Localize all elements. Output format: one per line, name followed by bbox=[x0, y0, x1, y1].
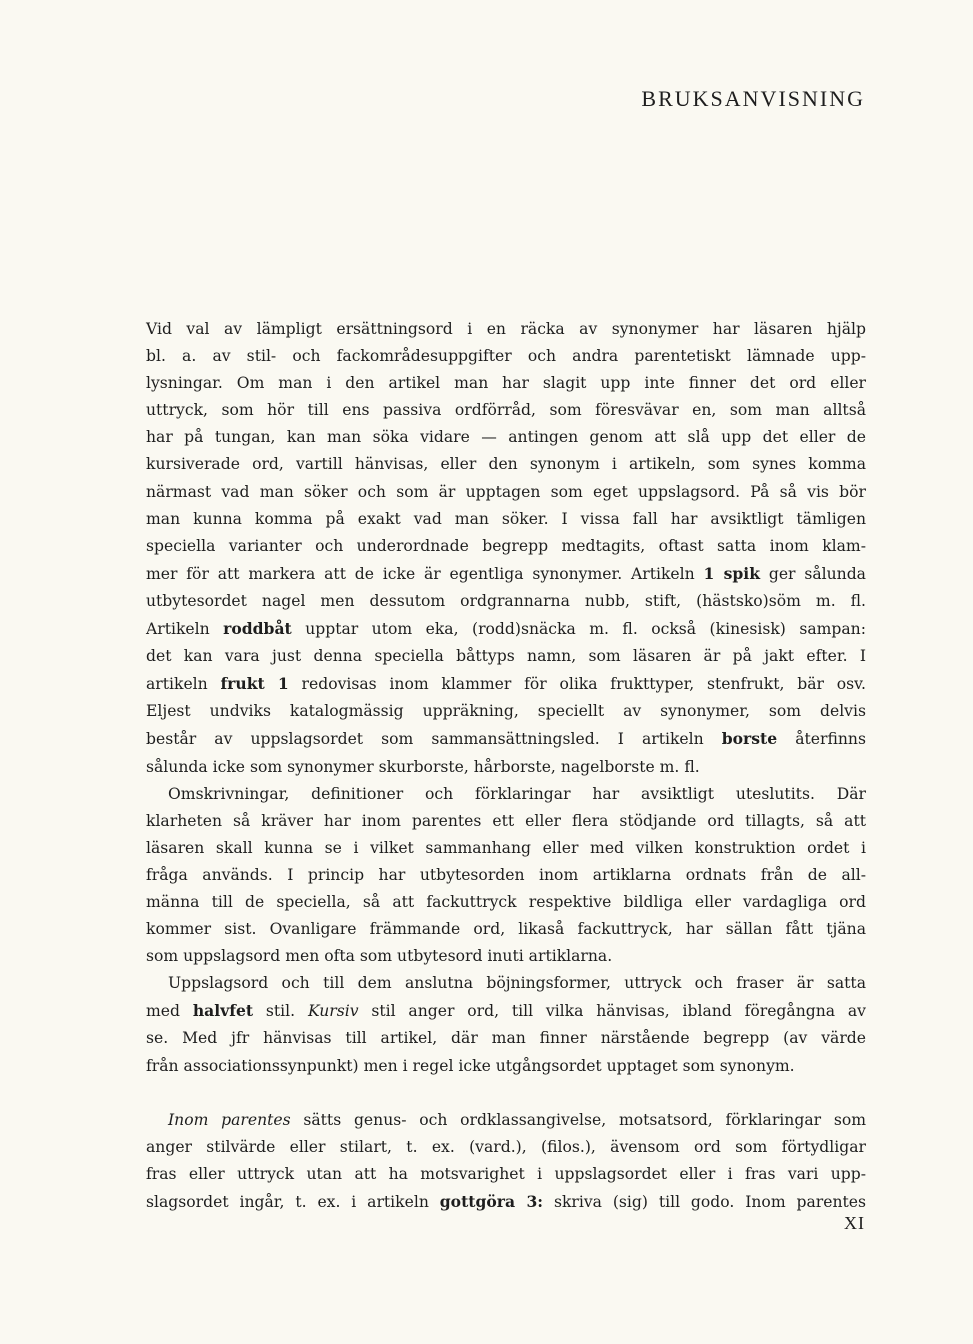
text-line: som uppslagsord men ofta som utbytesord inuti artiklarna. bbox=[146, 947, 613, 966]
text-run: återfinns bbox=[777, 730, 866, 749]
text-line: det kan vara just denna speciella båttyps namn, som läsaren är på jakt efter. I bbox=[146, 647, 866, 666]
text-run: med bbox=[146, 1002, 193, 1021]
text-line: lysningar. Om man i den artikel man har slagit upp inte finner det ord eller bbox=[146, 374, 866, 393]
text-line: Omskrivningar, definitioner och förklaringar har avsiktligt uteslutits. Där bbox=[168, 784, 866, 803]
text-line: sålunda icke som synonymer skurborste, hårborste, nagelborste m. fl. bbox=[146, 757, 700, 776]
text-line bbox=[146, 615, 866, 643]
paragraph-2 bbox=[146, 781, 866, 971]
text-line: fras eller uttryck utan att ha motsvarighet i uppslagsordet eller i fras vari upp- bbox=[146, 1164, 866, 1183]
text-run: sätts genus- och ordklassangivelse, motsatsord, förklaringar som bbox=[290, 1110, 866, 1129]
text-line: kommer sist. Ovanligare främmande ord, likaså fackuttryck, har sällan fått tjäna bbox=[146, 920, 866, 939]
text-line: Uppslagsord och till dem anslutna böjningsformer, uttryck och fraser är satta bbox=[168, 974, 866, 993]
text-line: fråga används. I princip har utbytesorden inom artiklarna ordnats från de all- bbox=[146, 865, 866, 884]
headword-bold: borste bbox=[721, 729, 778, 749]
paragraph-1 bbox=[146, 316, 866, 781]
headword-bold: roddbåt bbox=[223, 619, 292, 639]
text-line: har på tungan, kan man söka vidare — antingen genom att slå upp det eller de bbox=[146, 428, 866, 447]
page-number: XI bbox=[844, 1213, 865, 1233]
headword-bold: gottgöra 3: bbox=[439, 1191, 544, 1211]
text-line: kursiverade ord, vartill hänvisas, eller den synonym i artikeln, som synes komma bbox=[146, 455, 866, 474]
text-line: bl. a. av stil- och fackområdesuppgifter och andra parentetiskt lämnade upp- bbox=[146, 347, 866, 366]
text-line: Eljest undviks katalogmässig uppräkning, speciellt av synonymer, som delvis bbox=[146, 702, 866, 721]
text-line: klarheten så kräver har inom parentes ett eller flera stödjande ord tillagts, så att bbox=[146, 811, 866, 830]
text-line bbox=[146, 1188, 866, 1216]
italic-term: Kursiv bbox=[307, 1002, 359, 1021]
text-run: artikeln bbox=[146, 675, 221, 694]
text-run: stil. bbox=[253, 1002, 308, 1021]
body-text bbox=[146, 316, 866, 1216]
text-line bbox=[146, 1107, 866, 1134]
italic-term: Inom parentes bbox=[168, 1110, 291, 1129]
page-header: BRUKSANVISNING bbox=[641, 86, 865, 111]
text-line: läsaren skall kunna se i vilket sammanhang eller med vilken konstruktion ordet i bbox=[146, 838, 866, 857]
text-line: se. Med jfr hänvisas till artikel, där man finner närstående begrepp (av värde bbox=[146, 1029, 866, 1048]
paragraph-4 bbox=[146, 1107, 866, 1216]
text-run: Artikeln bbox=[146, 620, 224, 639]
text-line: männa till de speciella, så att fackuttryck respektive bildliga eller vardagliga ord bbox=[146, 892, 866, 911]
text-run: redovisas inom klammer för olika frukttyper, stenfrukt, bär osv. bbox=[288, 675, 866, 694]
text-run: mer för att markera att de icke är egentliga synonymer. Artikeln bbox=[146, 564, 704, 583]
text-run: stil anger ord, till vilka hänvisas, ibland föregångna av bbox=[358, 1002, 866, 1021]
text-line: från associationssynpunkt) men i regel icke utgångsordet upptaget som synonym. bbox=[146, 1056, 795, 1075]
text-run: skriva (sig) till godo. Inom parentes bbox=[543, 1192, 866, 1211]
text-line: speciella varianter och underordnade begrepp medtagits, oftast satta inom klam- bbox=[146, 536, 866, 555]
text-run: upptar utom eka, (rodd)snäcka m. fl. också (kinesisk) sampan: bbox=[291, 620, 866, 639]
text-line: man kunna komma på exakt vad man söker. I vissa fall har avsiktligt tämligen bbox=[146, 509, 866, 528]
text-line: anger stilvärde eller stilart, t. ex. (vard.), (filos.), ävensom ord som förtydligar bbox=[146, 1137, 866, 1156]
text-run: slagsordet ingår, t. ex. i artikeln bbox=[146, 1192, 440, 1211]
text-line: utbytesordet nagel men dessutom ordgrannarna nubb, stift, (hästsko)söm m. fl. bbox=[146, 591, 866, 610]
text-line: uttryck, som hör till ens passiva ordförråd, som föresvävar en, som man alltså bbox=[146, 401, 866, 420]
text-line bbox=[146, 725, 866, 753]
text-line bbox=[146, 997, 866, 1025]
paragraph-3 bbox=[146, 970, 866, 1079]
bold-term: halvfet bbox=[192, 1001, 254, 1021]
headword-bold: 1 spik bbox=[703, 563, 761, 583]
text-line: Vid val av lämpligt ersättningsord i en räcka av synonymer har läsaren hjälp bbox=[146, 320, 866, 338]
text-run: består av uppslagsordet som sammansättningsled. I artikeln bbox=[146, 730, 722, 749]
headword-bold: frukt 1 bbox=[220, 674, 289, 694]
text-line: närmast vad man söker och som är upptagen som eget uppslagsord. På så vis bör bbox=[146, 482, 866, 501]
text-line bbox=[146, 670, 866, 698]
text-line bbox=[146, 560, 866, 588]
text-run: ger sålunda bbox=[760, 564, 866, 583]
